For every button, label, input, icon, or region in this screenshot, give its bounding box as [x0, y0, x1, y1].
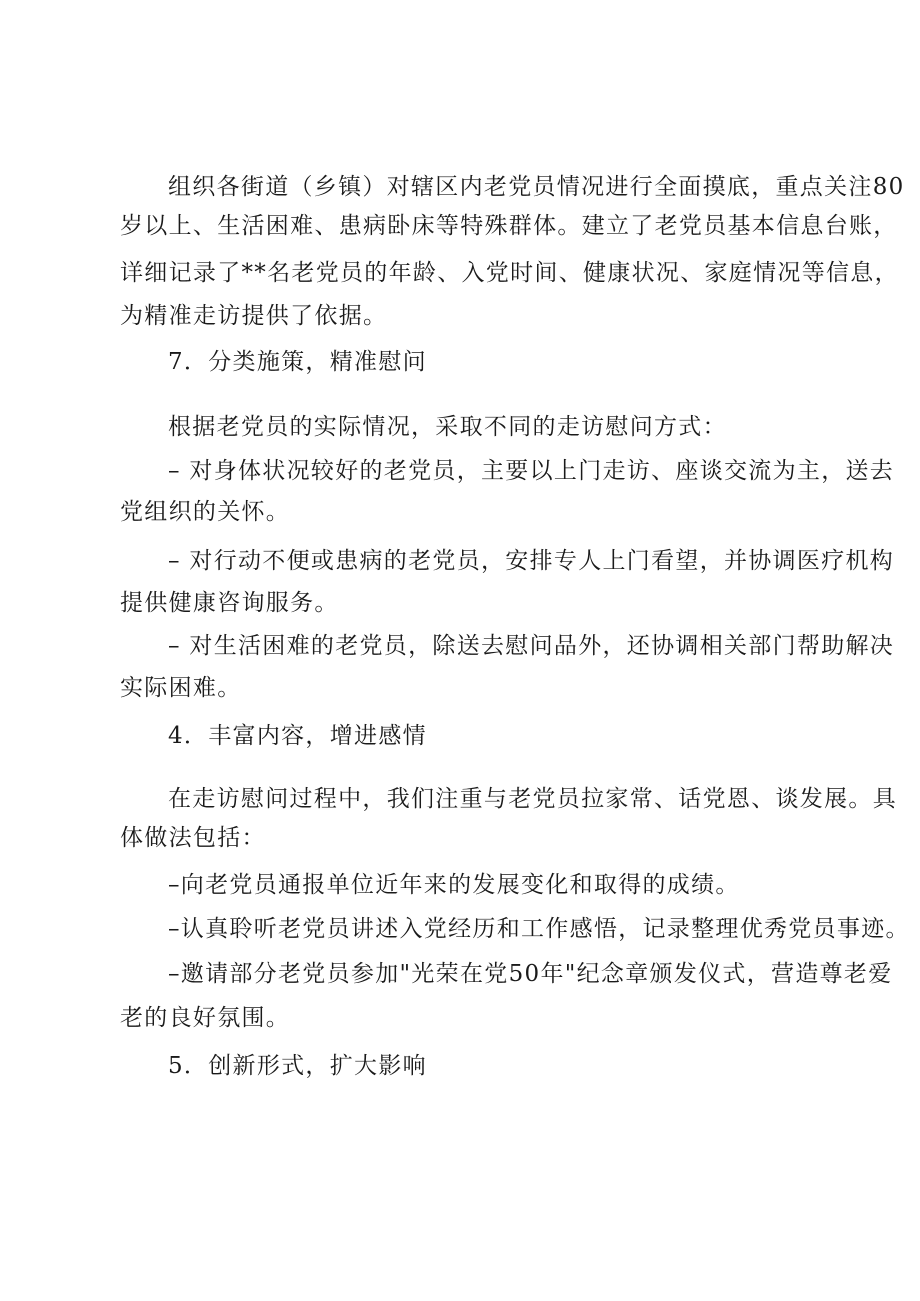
paragraph-1-line-2: 岁以上、生活困难、患病卧床等特殊群体。建立了老党员基本信息台账， [120, 213, 898, 239]
paragraph-3-line-1: 在走访慰问过程中，我们注重与老党员拉家常、话党恩、谈发展。具 [168, 786, 897, 812]
paragraph-3-line-2: 体做法包括： [120, 825, 266, 851]
section-heading-4: 4．丰富内容，增进感情 [168, 723, 427, 749]
bullet-6-line-2: 老的良好氛围。 [120, 1005, 291, 1031]
bullet-3-line-1: – 对生活困难的老党员，除送去慰问品外，还协调相关部门帮助解决 [168, 633, 895, 659]
paragraph-1-line-4: 为精准走访提供了依据。 [120, 303, 388, 329]
bullet-2-line-2: 提供健康咨询服务。 [120, 590, 339, 616]
bullet-1-line-2: 党组织的关怀。 [120, 499, 291, 525]
bullet-1-line-1: – 对身体状况较好的老党员，主要以上门走访、座谈交流为主，送去 [168, 458, 895, 484]
paragraph-1-line-3: 详细记录了**名老党员的年龄、入党时间、健康状况、家庭情况等信息， [120, 260, 899, 286]
bullet-3-line-2: 实际困难。 [120, 675, 242, 701]
section-heading-5: 5．创新形式，扩大影响 [168, 1053, 427, 1079]
paragraph-2-line-1: 根据老党员的实际情况，采取不同的走访慰问方式： [168, 414, 727, 440]
paragraph-1-line-1: 组织各街道（乡镇）对辖区内老党员情况进行全面摸底，重点关注80 [168, 174, 905, 200]
bullet-4-line-1: –向老党员通报单位近年来的发展变化和取得的成绩。 [168, 872, 740, 898]
bullet-6-line-1: –邀请部分老党员参加"光荣在党50年"纪念章颁发仪式，营造尊老爱 [168, 961, 893, 987]
bullet-2-line-1: – 对行动不便或患病的老党员，安排专人上门看望，并协调医疗机构 [168, 548, 895, 574]
bullet-5-line-1: –认真聆听老党员讲述入党经历和工作感悟，记录整理优秀党员事迹。 [168, 916, 910, 942]
section-heading-7: 7．分类施策，精准慰问 [168, 349, 427, 375]
